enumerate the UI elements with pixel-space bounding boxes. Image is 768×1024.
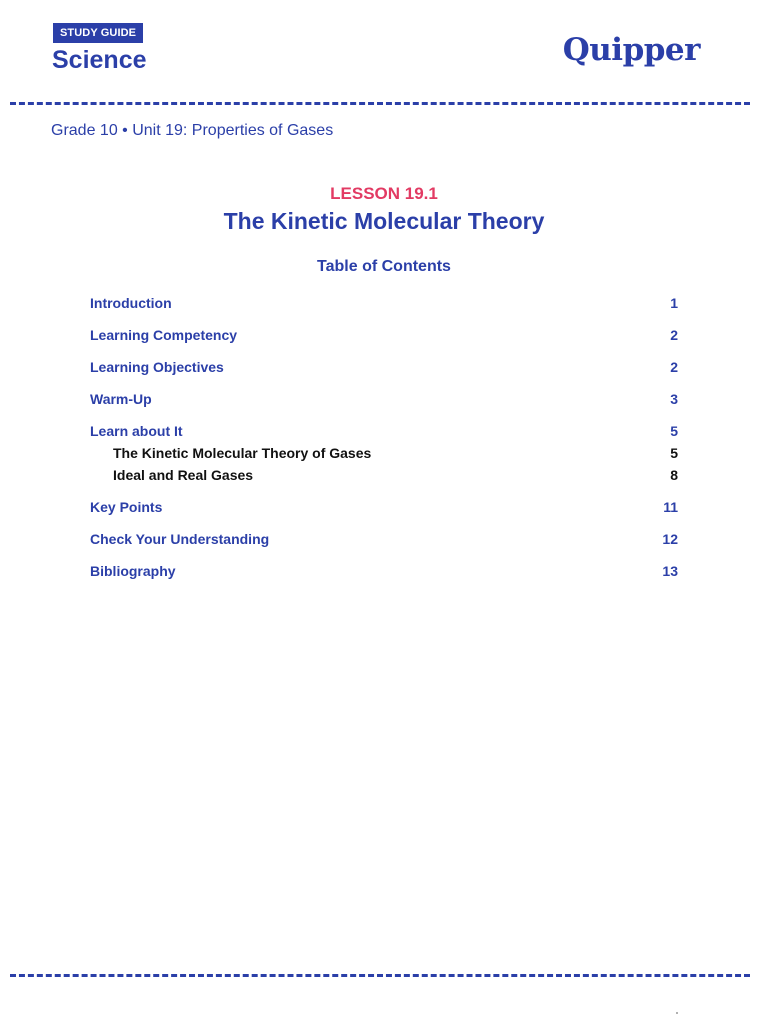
top-divider [10,102,750,105]
toc-title: Table of Contents [317,258,451,275]
toc-item-introduction[interactable] [90,292,678,314]
toc-subitem-ideal-and-real-gases[interactable] [90,464,678,486]
toc-subitem-page: 5 [670,445,678,461]
toc-subitem-label: Ideal and Real Gases [113,467,254,483]
toc-item-page: 3 [670,391,678,407]
toc-item-warm-up[interactable] [90,388,678,410]
toc-item-page: 11 [663,499,678,515]
toc-subitem-label: The Kinetic Molecular Theory of Gases [113,445,372,461]
toc-item-check-your-understanding[interactable] [90,528,678,550]
breadcrumb: Grade 10 • Unit 19: Properties of Gases [51,122,334,139]
toc-item-page: 2 [670,327,678,343]
toc-subitem-page: 8 [670,467,678,483]
toc-item-label: Introduction [90,295,172,311]
page-mark [676,1012,678,1014]
toc-item-learning-competency[interactable] [90,324,678,346]
toc-item-bibliography[interactable] [90,560,678,582]
toc-item-page: 13 [662,563,678,579]
toc-item-label: Learning Competency [90,327,238,343]
toc-item-key-points[interactable] [90,496,678,518]
study-guide-badge: STUDY GUIDE [53,23,143,43]
toc-item-page: 5 [670,423,678,439]
brand-logo: Quipper [562,32,700,68]
toc-item-page: 2 [670,359,678,375]
bottom-divider [10,974,750,977]
toc-item-label: Learn about It [90,423,183,439]
toc-item-label: Key Points [90,499,163,515]
lesson-label: LESSON 19.1 [330,184,438,203]
toc-item-label: Check Your Understanding [90,531,270,547]
subject-title: Science [52,46,147,74]
toc-item-label: Bibliography [90,563,176,579]
toc-item-label: Warm-Up [90,391,152,407]
lesson-title: The Kinetic Molecular Theory [223,208,545,234]
toc-item-learning-objectives[interactable] [90,356,678,378]
toc-item-page: 12 [662,531,678,547]
toc-subitem-kinetic-molecular-theory[interactable] [90,442,678,464]
toc-item-learn-about-it[interactable] [90,420,678,442]
table-of-contents [90,292,678,592]
toc-item-page: 1 [670,295,678,311]
toc-item-label: Learning Objectives [90,359,224,375]
